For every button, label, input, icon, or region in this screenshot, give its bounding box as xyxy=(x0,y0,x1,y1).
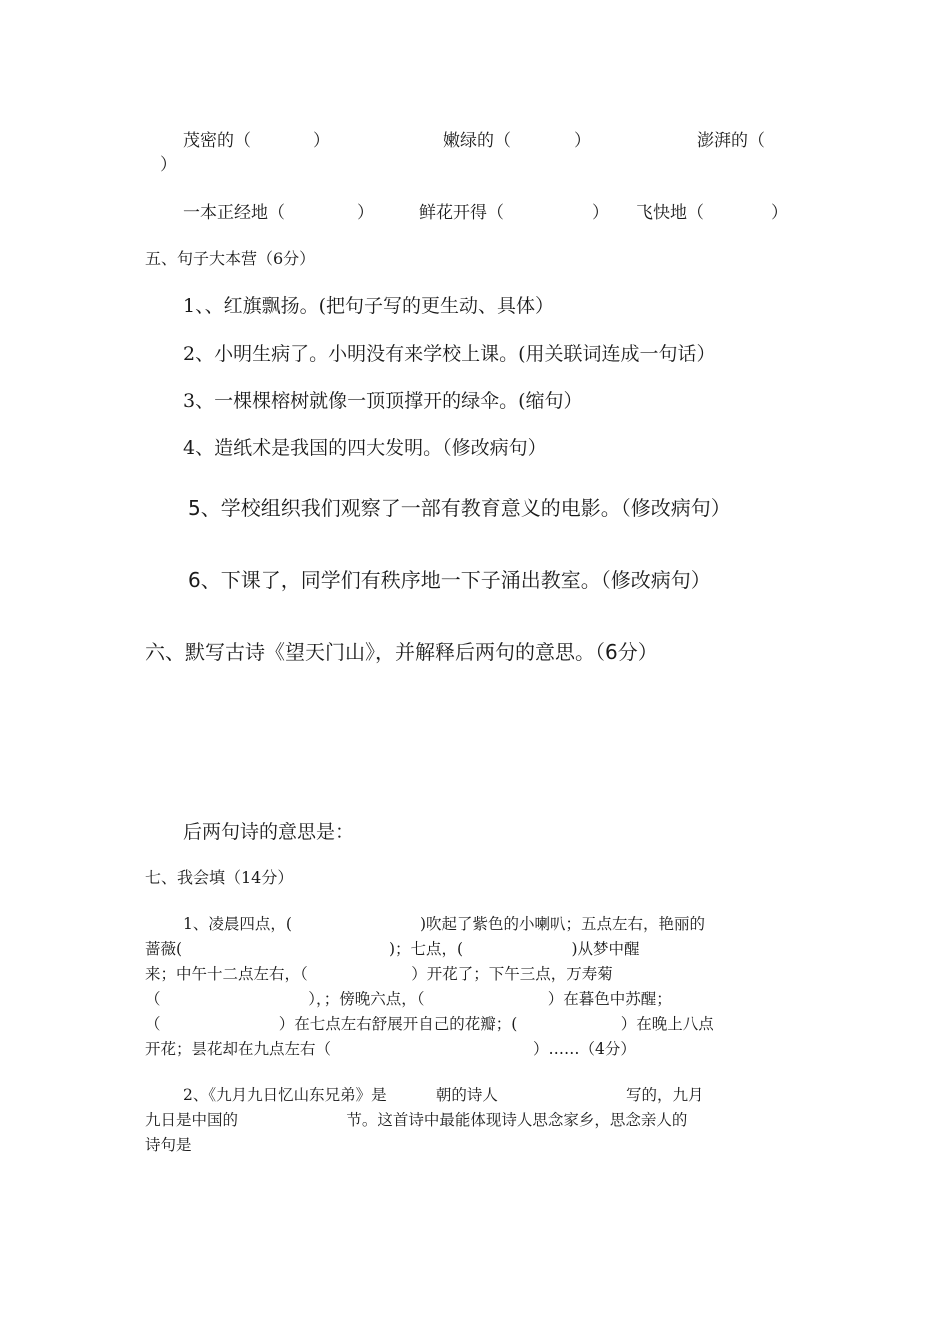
blank-pengpai-label: 澎湃的（ xyxy=(697,131,765,151)
section7-q2-line-1: 2、《九月九日忆山东兄弟》是 朝的诗人 写的，九月 xyxy=(183,1086,704,1104)
blank-xianhua-close: ） xyxy=(592,203,609,223)
section7-q1-line-1: 1、凌晨四点，( )吹起了紫色的小喇叭；五点左右，艳丽的 xyxy=(183,915,706,933)
blank-maomi-close: ） xyxy=(313,131,330,151)
section7-q1-line-5: （ ）在七点左右舒展开自己的花瓣；( ）在晚上八点 xyxy=(145,1015,714,1033)
section5-item-4: 4、造纸术是我国的四大发明。（修改病句） xyxy=(183,437,547,459)
section7-q1-line-4: （ ），；傍晚六点，（ ）在暮色中苏醒； xyxy=(145,990,672,1008)
blank-yibenzhengjing-close: ） xyxy=(357,203,374,223)
blank-pengpai-close: ） xyxy=(160,155,177,175)
section5-item-5: 5、学校组织我们观察了一部有教育意义的电影。（修改病句） xyxy=(188,496,731,520)
section5-item-6: 6、下课了，同学们有秩序地一下子涌出教室。（修改病句） xyxy=(188,568,711,592)
section5-item-2: 2、小明生病了。小明没有来学校上课。(用关联词连成一句话） xyxy=(183,343,716,365)
section6-title: 六、默写古诗《望天门山》，并解释后两句的意思。（6分） xyxy=(145,640,658,664)
blank-feikuai-label: 飞快地（ xyxy=(636,203,704,223)
section7-q1-line-3: 来；中午十二点左右，（ ）开花了；下午三点，万寿菊 xyxy=(145,965,613,983)
section5-item-3: 3、一棵棵榕树就像一顶顶撑开的绿伞。(缩句） xyxy=(183,390,583,412)
blank-maomi-label: 茂密的（ xyxy=(183,131,251,151)
section7-q2-line-2: 九日是中国的 节。这首诗中最能体现诗人思念家乡，思念亲人的 xyxy=(145,1111,688,1129)
section7-title: 七、我会填（14分） xyxy=(145,868,294,887)
blank-nenlv-label: 嫩绿的（ xyxy=(443,131,511,151)
section7-q1-line-6: 开花；昙花却在九点左右（ ）……（4分） xyxy=(145,1040,636,1058)
blank-feikuai-close: ） xyxy=(771,203,788,223)
section5-item-1: 1、、红旗飘扬。(把句子写的更生动、具体） xyxy=(183,295,555,317)
blank-xianhua-label: 鲜花开得（ xyxy=(419,203,504,223)
section5-title: 五、句子大本营（6分） xyxy=(145,249,316,268)
section6-meaning-label: 后两句诗的意思是： xyxy=(183,821,355,843)
blank-nenlv-close: ） xyxy=(574,131,591,151)
section7-q2-line-3: 诗句是 xyxy=(145,1136,192,1154)
blank-yibenzhengjing-label: 一本正经地（ xyxy=(183,203,285,223)
section7-q1-line-2: 蔷薇( )；七点，( )从梦中醒 xyxy=(145,940,640,958)
